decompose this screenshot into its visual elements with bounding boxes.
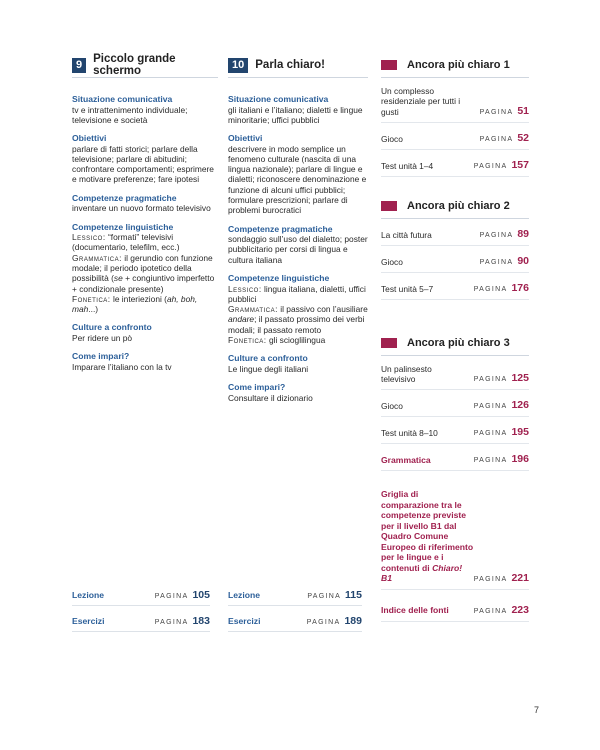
page-ref — [474, 453, 529, 465]
item-label: Gioco — [381, 133, 403, 144]
lessico-text — [228, 284, 368, 305]
page-ref — [480, 228, 529, 240]
ancora-title: Ancora più chiaro 2 — [407, 199, 510, 212]
section-text: descrivere in modo semplice un fenomeno culturale (nascita di una lingua nazionale); parlare di lingue e dialetti; riconoscere denominazione e funzione di alcuni uffici pubblici; formulare prescrizioni; parlare di problemi burocratici — [228, 143, 367, 216]
section-heading: Obiettivi — [228, 133, 263, 144]
magenta-square-icon — [381, 338, 397, 348]
indice-row[interactable] — [381, 590, 529, 622]
section-heading: Obiettivi — [72, 133, 107, 144]
lezione-label: Lezione — [72, 590, 104, 600]
ancora-title: Ancora più chiaro 3 — [407, 336, 510, 349]
section-heading: Culture a confronto — [228, 353, 308, 364]
unit-number-badge: 10 — [228, 58, 248, 73]
section-culture — [228, 353, 368, 374]
item-label: Test unità 5–7 — [381, 283, 434, 294]
page-number: 196 — [511, 453, 529, 466]
fonetica-value: gli scioglilingua — [266, 335, 326, 346]
section-heading: Competenze pragmatiche — [72, 192, 177, 203]
section-heading: Come impari? — [228, 382, 286, 393]
unit-title: Parla chiaro! — [255, 59, 325, 71]
page-number: 90 — [517, 254, 529, 267]
page-word: PAGINA — [473, 285, 508, 293]
page-ref — [480, 255, 529, 267]
section-text: gli italiani e l’italiano; dialetti e lingue minoritarie; uffici pubblici — [228, 104, 363, 125]
section-situazione — [72, 94, 218, 125]
ancora-column — [381, 56, 529, 622]
grammatica-emphasis: se — [113, 273, 123, 284]
page-word: PAGINA — [473, 430, 508, 438]
page-word: PAGINA — [479, 258, 514, 266]
page-number: 221 — [511, 571, 529, 584]
list-item[interactable] — [381, 273, 529, 300]
ancora-header — [381, 197, 529, 219]
page-number: 183 — [192, 615, 210, 627]
ancora-block-3 — [381, 334, 529, 472]
list-item[interactable] — [381, 123, 529, 150]
page-ref — [307, 589, 362, 601]
lessico-text — [72, 232, 218, 253]
section-heading: Competenze pragmatiche — [228, 223, 333, 234]
page-word: PAGINA — [479, 108, 514, 116]
grammatica-label: Grammatica: — [72, 252, 122, 263]
page-word: PAGINA — [306, 619, 341, 626]
lessico-value: lingua italiana, dialetti, uffici pubblici — [228, 283, 366, 304]
ancora-title: Ancora più chiaro 1 — [407, 59, 510, 71]
item-label: Un complesso residenziale per tutti i gusti — [381, 86, 461, 117]
item-label: Gioco — [381, 401, 403, 412]
list-item[interactable] — [381, 360, 529, 391]
unit-9-header — [72, 53, 218, 78]
lessico-label: Lessico: — [228, 283, 262, 294]
lessico-label: Lessico: — [72, 232, 106, 243]
unit-10-header — [228, 56, 368, 78]
page-word: PAGINA — [473, 457, 508, 465]
section-obiettivi — [228, 133, 368, 216]
unit-9-lezione-row[interactable] — [72, 589, 210, 606]
page-number-footer: 7 — [534, 705, 540, 715]
grammatica-value: il passivo con l’ausiliare — [277, 304, 368, 315]
grammatica-emphasis: andare — [228, 314, 255, 325]
section-text: parlare di fatti storici; parlare della televisione; parlare di abitudini; confrontare comportamenti; esprimere e motivare preferenze; fare ipotesi — [72, 143, 214, 185]
page-number: 125 — [511, 372, 529, 385]
page-ref — [474, 282, 529, 294]
section-heading: Culture a confronto — [72, 322, 152, 333]
section-heading: Come impari? — [72, 351, 130, 362]
page-word: PAGINA — [473, 403, 508, 411]
ancora-header — [381, 334, 529, 356]
page-ref — [155, 615, 210, 627]
page-ref — [474, 159, 529, 171]
page-word: PAGINA — [479, 231, 514, 239]
section-heading: Competenze linguistiche — [72, 221, 174, 232]
page-ref — [480, 105, 529, 117]
griglia-row[interactable] — [381, 485, 529, 590]
page-number: 89 — [517, 227, 529, 240]
section-text: Imparare l’italiano con la tv — [72, 361, 172, 372]
page-word: PAGINA — [479, 135, 514, 143]
item-label: Un palinsesto televisivo — [381, 363, 432, 385]
page-number: 223 — [511, 603, 529, 616]
unit-10-column — [228, 56, 368, 403]
page-number: 126 — [511, 399, 529, 412]
list-item[interactable] — [381, 246, 529, 273]
page-number: 51 — [517, 104, 529, 117]
page-number: 189 — [344, 615, 362, 627]
ancora-header — [381, 56, 529, 78]
section-text: Consultare il dizionario — [228, 392, 313, 403]
page-word: PAGINA — [473, 607, 508, 615]
section-text: tv e intrattenimento individuale; televisione e società — [72, 104, 188, 125]
fonetica-text — [228, 335, 368, 345]
page-number: 115 — [345, 589, 362, 601]
grammatica-text — [228, 304, 368, 335]
page-ref — [474, 572, 529, 584]
section-obiettivi — [72, 133, 218, 185]
item-label: La città futura — [381, 229, 432, 240]
grammatica-value: il gerundio con funzione modale; il periodo ipotetico della possibilità ( — [72, 252, 213, 284]
page-number: 105 — [192, 589, 210, 601]
page-word: PAGINA — [473, 376, 508, 384]
page-word: PAGINA — [154, 619, 189, 626]
indice-link: Indice delle fonti — [381, 605, 449, 616]
page-number: 195 — [511, 426, 529, 439]
unit-10-esercizi-row[interactable] — [228, 615, 362, 632]
section-linguistiche — [72, 222, 218, 315]
grammatica-link: Grammatica — [381, 454, 431, 465]
page-number: 157 — [511, 158, 529, 171]
list-item[interactable] — [381, 82, 529, 123]
lezione-label: Lezione — [228, 590, 260, 600]
section-text: inventare un nuovo formato televisivo — [72, 203, 211, 214]
magenta-square-icon — [381, 201, 397, 211]
section-linguistiche — [228, 273, 368, 345]
section-heading: Competenze linguistiche — [228, 273, 330, 284]
grammatica-value-2: + congiuntivo imperfetto + condizionale presente) — [72, 273, 215, 294]
item-label: Test unità 1–4 — [381, 160, 434, 171]
section-text: sondaggio sull’uso del dialetto; poster pubblicitario per corsi di lingua e cultura italiana — [228, 234, 368, 265]
unit-9-column — [72, 53, 218, 372]
section-heading: Situazione comunicativa — [72, 94, 173, 104]
page-word: PAGINA — [473, 575, 508, 583]
fonetica-label: Fonetica: — [72, 293, 111, 304]
page-number: 52 — [517, 131, 529, 144]
fonetica-label: Fonetica: — [228, 335, 267, 346]
grammatica-label: Grammatica: — [228, 304, 278, 315]
item-label: Test unità 8–10 — [381, 428, 438, 439]
fonetica-value-2: ...) — [88, 304, 99, 315]
list-item[interactable] — [381, 390, 529, 417]
item-label: Gioco — [381, 256, 403, 267]
page-ref — [474, 604, 529, 616]
page-ref — [155, 589, 210, 601]
esercizi-label: Esercizi — [228, 616, 261, 626]
page-word: PAGINA — [473, 162, 508, 170]
list-item[interactable] — [381, 150, 529, 177]
magenta-square-icon — [381, 60, 397, 70]
unit-9-esercizi-row[interactable] — [72, 615, 210, 632]
ancora-block-2 — [381, 197, 529, 300]
unit-10-lezione-row[interactable] — [228, 589, 362, 606]
griglia-link — [381, 489, 474, 584]
page-ref — [307, 615, 362, 627]
grammatica-value-2: ; il passato prossimo dei verbi modali; il passato remoto — [228, 314, 365, 335]
page-word: PAGINA — [307, 593, 342, 600]
section-pragmatiche — [72, 193, 218, 214]
section-come-impari — [72, 351, 218, 372]
section-heading: Situazione comunicativa — [228, 94, 329, 104]
unit-title: Piccolo grande schermo — [93, 53, 176, 77]
grammatica-text — [72, 253, 218, 294]
page-ref — [474, 372, 529, 384]
page-number: 176 — [511, 281, 529, 294]
section-pragmatiche — [228, 224, 368, 265]
ancora-block-1 — [381, 56, 529, 177]
page-ref — [474, 426, 529, 438]
page-word: PAGINA — [154, 593, 189, 600]
section-situazione — [228, 94, 368, 125]
list-item[interactable] — [381, 219, 529, 246]
list-item[interactable] — [381, 417, 529, 444]
fonetica-value: le interiezioni ( — [110, 293, 167, 304]
section-text: Per ridere un pò — [72, 332, 133, 343]
unit-number-badge: 9 — [72, 58, 86, 73]
esercizi-label: Esercizi — [72, 616, 105, 626]
section-come-impari — [228, 382, 368, 403]
section-text: Le lingue degli italiani — [228, 363, 309, 374]
page-ref — [480, 132, 529, 144]
fonetica-text — [72, 294, 218, 315]
section-culture — [72, 322, 218, 343]
grammatica-row[interactable] — [381, 444, 529, 471]
fonetica-emphasis: ah, boh, mah — [72, 293, 198, 315]
griglia-text: Griglia di comparazione tra le competenze previste per il livello B1 dal Quadro Comune Europeo di riferimento per le lingue e i contenuti di — [381, 489, 474, 573]
page-ref — [474, 399, 529, 411]
lessico-value: “formati” televisivi (documentario, telefilm, ecc.) — [72, 232, 180, 253]
griglia-emphasis: Chiaro! B1 — [381, 562, 463, 584]
